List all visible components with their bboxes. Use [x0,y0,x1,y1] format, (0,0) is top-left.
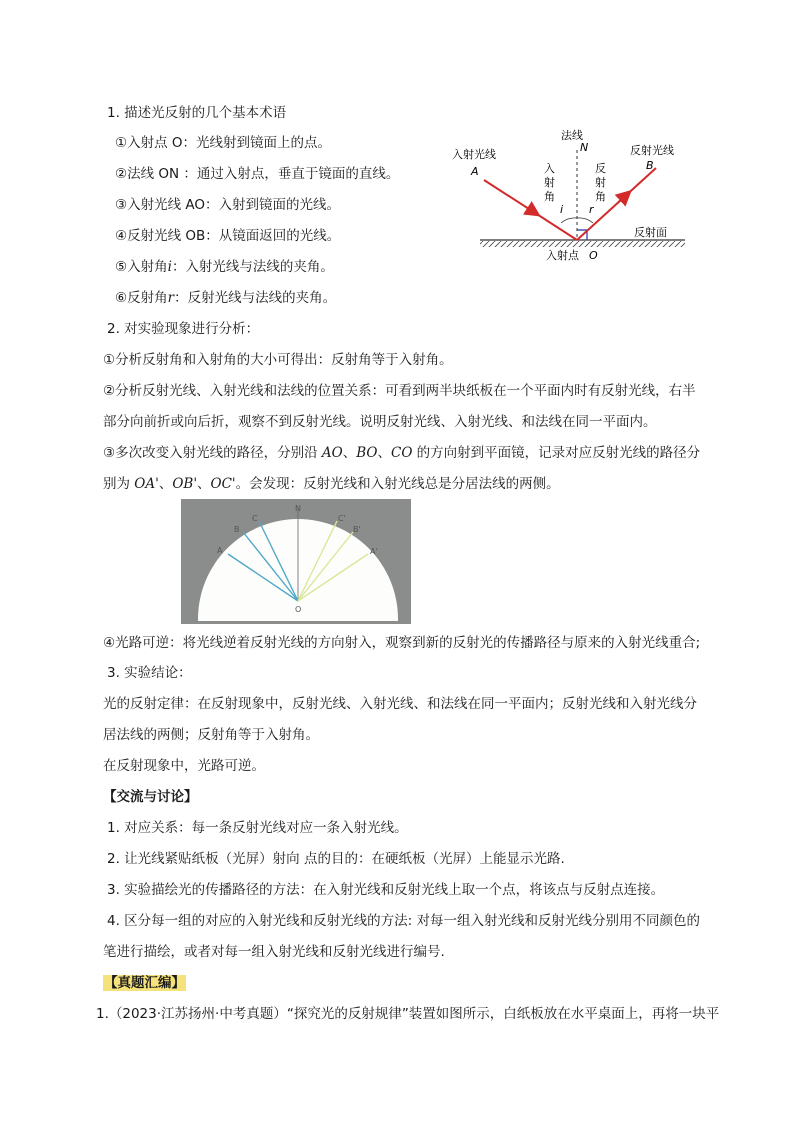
discussion-item-4-line2: 笔进行描绘，或者对每一组入射光线和反射光线进行编号. [103,944,445,960]
term-reflection-angle: ⑥反射角r：反射光线与法线的夹角。 [115,290,337,306]
incident-angle-arc [561,218,577,223]
incident-angle-char-3: 角 [544,190,555,203]
reflection-angle-char-1: 反 [595,162,606,175]
analysis-p3-line2: 别为 OA'、OB'、OC'。会发现：反射光线和入射光线总是分居法线的两侧。 [103,476,560,492]
label-i: i [560,203,564,216]
term-normal: ②法线 ON ：通过入射点，垂直于镜面的直线。 [115,166,400,182]
reflection-angle-char-2: 射 [595,176,606,189]
photo-label-C-prime: C' [338,514,346,523]
term-reflected-ray: ④反射光线 OB：从镜面返回的光线。 [115,228,341,244]
analysis-p2-line1: ②分析反射光线、入射光线和法线的位置关系：可看到两半块纸板在一个平面内时有反射光线，右半 [103,383,696,399]
photo-label-A-prime: A' [370,547,378,556]
normal-label: 法线 [561,129,583,142]
incident-angle-char-2: 射 [544,176,555,189]
term-incidence-point: ①入射点 O：光线射到镜面上的点。 [115,135,332,151]
term-incident-angle: ⑤入射角i：入射光线与法线的夹角。 [115,259,334,275]
photo-label-A: A [217,546,223,555]
exam-question-1: 1.（2023·江苏扬州·中考真题）“探究光的反射规律”装置如图所示，白纸板放在水平桌面上，再将一块平 [96,1006,720,1022]
analysis-heading: 2. 对实验现象进行分析： [107,321,260,337]
conclusion-reversible: 在反射现象中，光路可逆。 [103,758,265,774]
conclusion-heading: 3. 实验结论： [107,665,192,681]
photo-label-B: B [234,525,240,534]
label-N: N [580,141,589,154]
label-r: r [589,203,594,216]
discussion-item-3: 3. 实验描绘光的传播路径的方法：在入射光线和反射光线上取一个点，将该点与反射点连接。 [107,882,665,898]
reversibility-note: ④光路可逆：将光线逆着反射光线的方向射入，观察到新的反射光的传播路径与原来的入射光线重合; [103,635,701,651]
reflection-angle-char-3: 角 [595,190,606,203]
terms-heading: 1. 描述光反射的几个基本术语 [107,105,287,121]
discussion-item-4-line1: 4. 区分每一组的对应的入射光线和反射光线的方法: 对每一组入射光线和反射光线分别用不同颜色的 [107,913,701,929]
label-A: A [471,165,479,178]
analysis-p2-line2: 部分向前折或向后折，观察不到反射光线。说明反射光线、入射光线、和法线在同一平面内。 [103,414,657,430]
photo-label-N: N [295,504,301,513]
reflection-diagram [440,122,690,267]
photo-label-B-prime: B' [353,525,361,534]
incident-angle-char-1: 入 [544,162,555,175]
photo-label-C: C [252,514,258,523]
analysis-p3-line1: ③多次改变入射光线的路径，分别沿 AO、BO、CO 的方向射到平面镜，记录对应反射光线的路径分 [103,445,701,461]
incidence-point-label: 入射点 [546,249,579,262]
label-O: O [589,249,598,262]
real-exam-badge: 【真题汇编】 [104,975,185,991]
reflected-ray-arrow [618,195,626,202]
discussion-item-1: 1. 对应关系：每一条反射光线对应一条入射光线。 [107,820,408,836]
discussion-heading: 【交流与讨论】 [103,789,198,805]
reflection-angle-arc [577,218,593,223]
conclusion-law-line2: 居法线的两侧；反射角等于入射角。 [103,727,319,743]
mirror-hatching [480,241,685,247]
term-incident-ray: ③入射光线 AO：入射到镜面的光线。 [115,197,341,213]
analysis-p1: ①分析反射角和入射角的大小可得出：反射角等于入射角。 [103,352,453,368]
experiment-photo [181,499,411,624]
conclusion-law-line1: 光的反射定律：在反射现象中，反射光线、入射光线、和法线在同一平面内；反射光线和入射光线分 [103,696,697,712]
label-B: B [646,159,654,172]
reflected-ray-label: 反射光线 [630,144,674,157]
incident-ray-arrow [526,207,534,212]
mirror-label: 反射面 [634,226,667,239]
discussion-item-2: 2. 让光线紧贴纸板（光屏）射向 点的目的：在硬纸板（光屏）上能显示光路. [107,851,565,867]
photo-label-O: O [295,605,302,614]
incident-ray-label: 入射光线 [452,148,496,161]
